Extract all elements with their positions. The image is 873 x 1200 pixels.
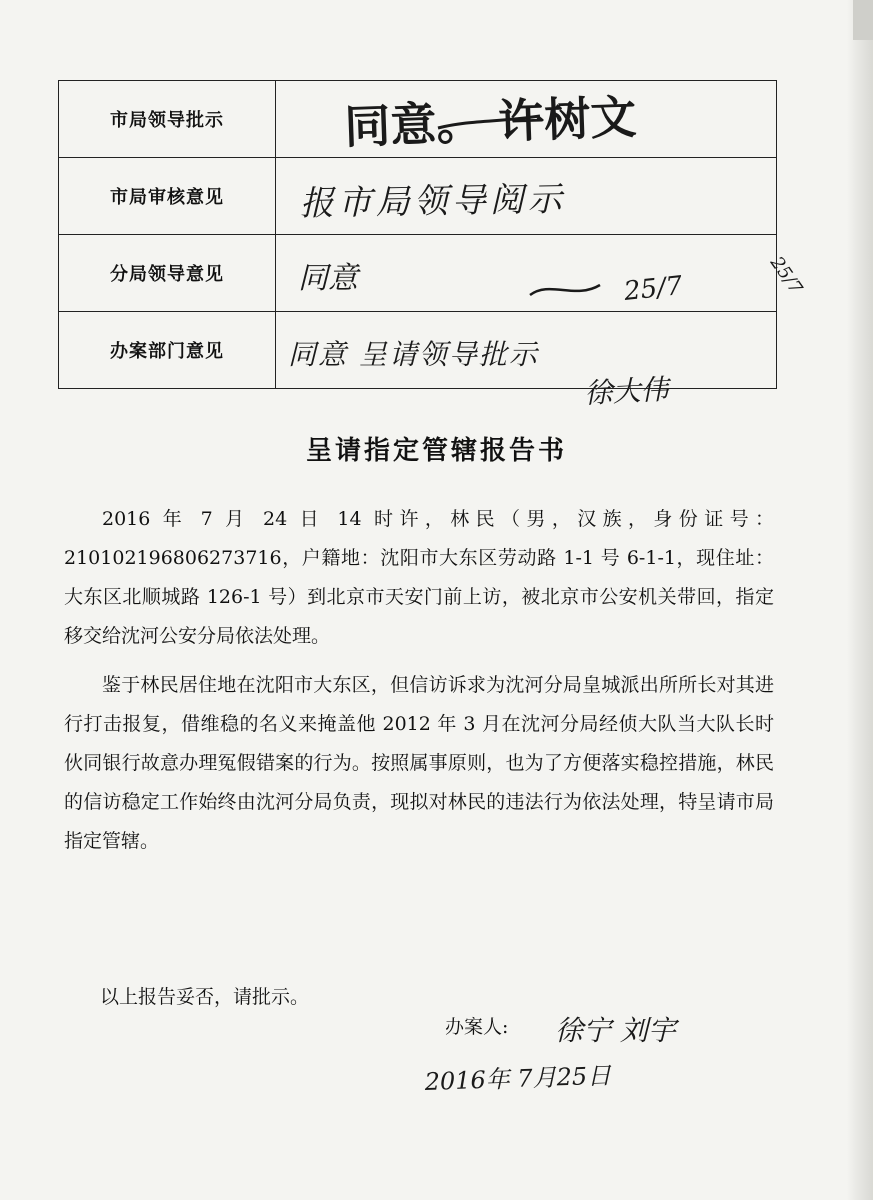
branch-leader-signature-mark xyxy=(530,285,600,295)
handler-label: 办案人: xyxy=(445,1016,509,1038)
report-body xyxy=(64,500,774,861)
handwritten-opinion-branch-leader: 同意 xyxy=(298,261,358,296)
handwritten-instruction-city-leader: 同意。 许树文 xyxy=(343,89,638,154)
handwritten-date-city-review: 25/7 xyxy=(765,252,807,298)
handwritten-opinion-city-review: 报市局领导阅示 xyxy=(299,179,567,224)
row-label-case-dept-opinion: 办案部门意见 xyxy=(59,312,276,389)
report-paragraph-2: 鉴于林民居住地在沈阳市大东区，但信访诉求为沈河分局皇城派出所所长对其进行打击报复，借维稳的名义来掩盖他 2012 年 3 月在沈河分局经侦大队当大队长时伙同银行故意办理冤假错案的行为。按照属事原则，也为了方便落实稳控措施，林民的信访稳定工作始终由沈河分局负责，现拟对林民的违法行为依法处理，特呈请市局指定管辖。 xyxy=(64,674,774,852)
row-label-city-review-opinion: 市局审核意见 xyxy=(59,158,276,235)
row-label-city-leader-instruction: 市局领导批示 xyxy=(59,81,276,158)
row-label-branch-leader-opinion: 分局领导意见 xyxy=(59,235,276,312)
handwritten-report-date: 2016年 7月25日 xyxy=(424,1061,612,1096)
handwritten-date-branch-leader: 25/7 xyxy=(622,271,684,307)
report-title: 呈请指定管辖报告书 xyxy=(305,436,567,466)
handwritten-handler-names: 徐宁 刘宇 xyxy=(555,1014,676,1047)
handwritten-opinion-case-dept: 同意 呈请领导批示 xyxy=(288,338,539,371)
report-closing: 以上报告妥否，请批示。 xyxy=(100,986,310,1008)
report-paragraph-1: 2016 年 7 月 24 日 14 时许，林民（男，汉族，身份证号：210102196806273716，户籍地：沈阳市大东区劳动路 1-1 号 6-1-1，现住址：大东区北顺城路 126-1 号）到北京市天安门前上访，被北京市公安机关带回，指定移交给沈河公安分局依法处理。 xyxy=(64,508,774,647)
handwritten-signature-case-dept: 徐大伟 xyxy=(583,372,670,410)
